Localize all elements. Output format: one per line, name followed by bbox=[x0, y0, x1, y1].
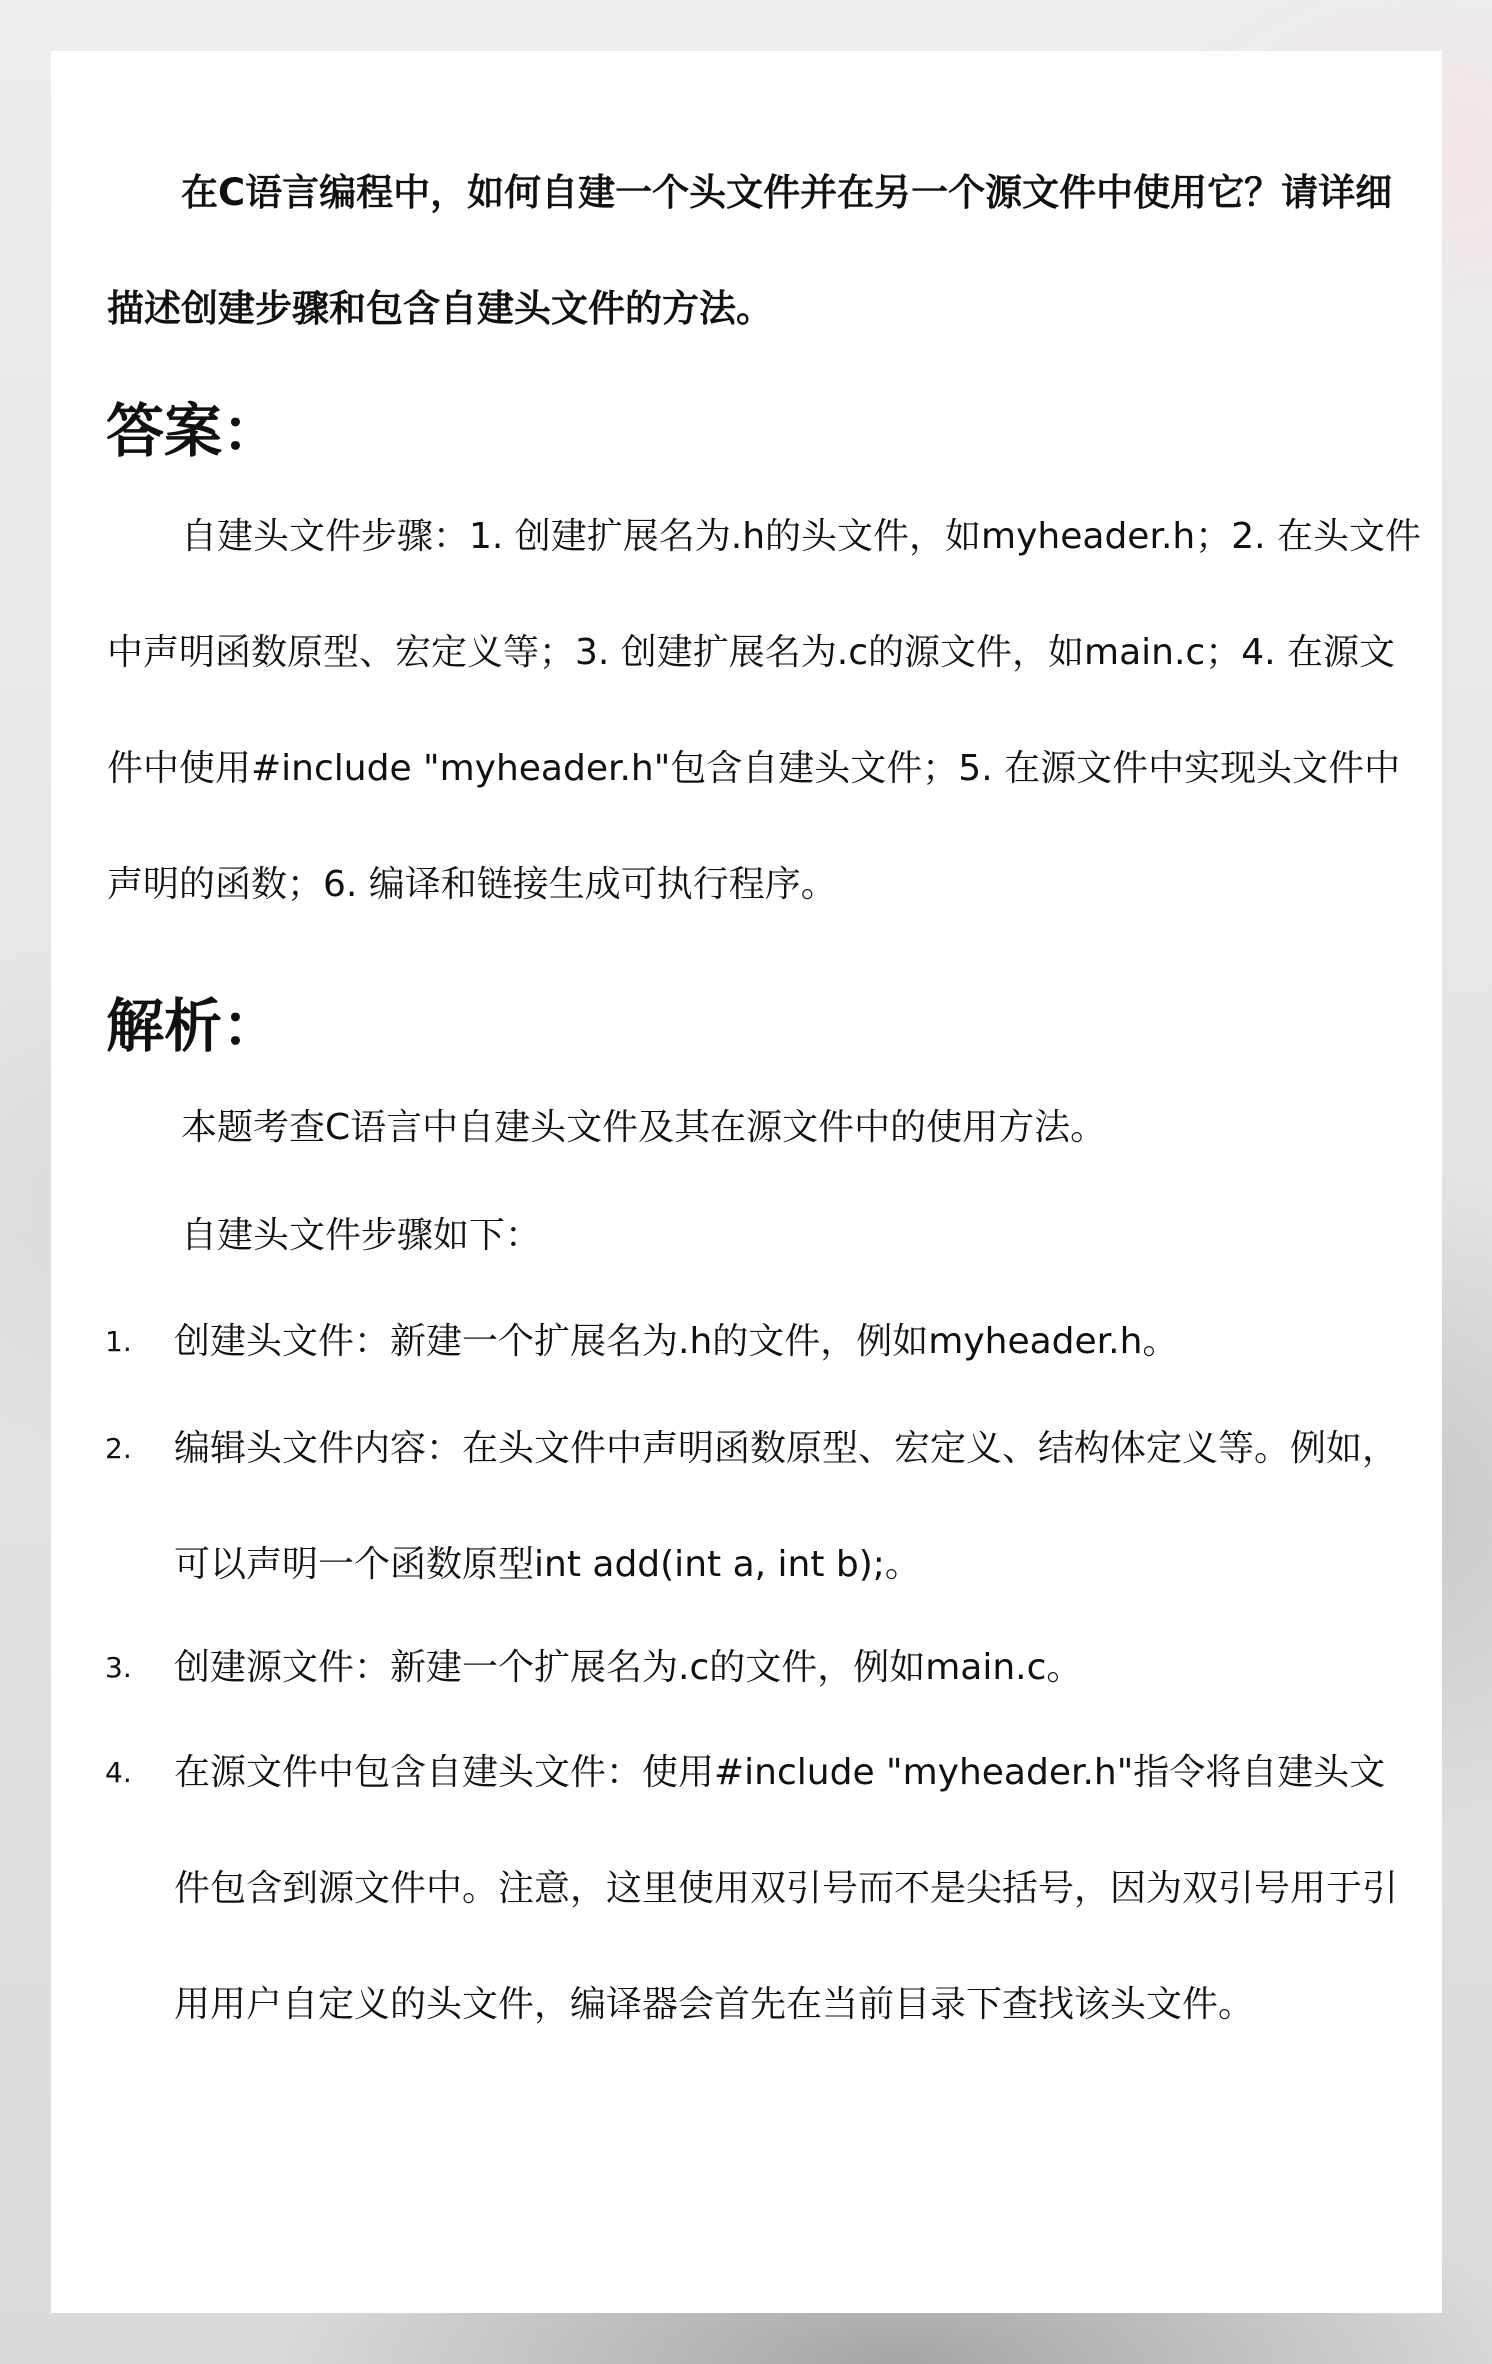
analysis-heading: 解析： bbox=[106, 992, 281, 1060]
step-number: 2. bbox=[105, 1432, 132, 1465]
step-number: 3. bbox=[105, 1651, 132, 1684]
question-text: 在C语言编程中，如何自建一个头文件并在另一个源文件中使用它？请详细描述创建步骤和包含自建头文件的方法。 bbox=[107, 171, 1393, 330]
step-text: 编辑头文件内容：在头文件中声明函数原型、宏定义、结构体定义等。例如，可以声明一个函数原型int add(int a, int b);。 bbox=[174, 1428, 1399, 1585]
step-number: 4. bbox=[105, 1756, 132, 1789]
step-text: 创建头文件：新建一个扩展名为.h的文件，例如myheader.h。 bbox=[174, 1321, 1179, 1362]
answer-heading: 答案： bbox=[106, 397, 281, 465]
answer-text: 自建头文件步骤：1. 创建扩展名为.h的头文件，如myheader.h；2. 在头文件中声明函数原型、宏定义等；3. 创建扩展名为.c的源文件，如main.c；4. 在源文件中使用#include "myheader.h"包含自建头文件；5. 在源文件中实现头文件中声明的函数；6. 编译和链接生成可执行程序。 bbox=[107, 516, 1421, 905]
step-text: 创建源文件：新建一个扩展名为.c的文件，例如main.c。 bbox=[174, 1647, 1083, 1688]
step-text: 在源文件中包含自建头文件：使用#include "myheader.h"指令将自建头文件包含到源文件中。注意，这里使用双引号而不是尖括号，因为双引号用于引用用户自定义的头文件，编译器会首先在当前目录下查找该头文件。 bbox=[174, 1752, 1399, 2025]
document-card bbox=[51, 51, 1442, 2313]
analysis-intro: 本题考查C语言中自建头文件及其在源文件中的使用方法。 bbox=[181, 1107, 1107, 1148]
analysis-steps-intro: 自建头文件步骤如下： bbox=[181, 1215, 542, 1256]
step-number: 1. bbox=[105, 1325, 132, 1358]
